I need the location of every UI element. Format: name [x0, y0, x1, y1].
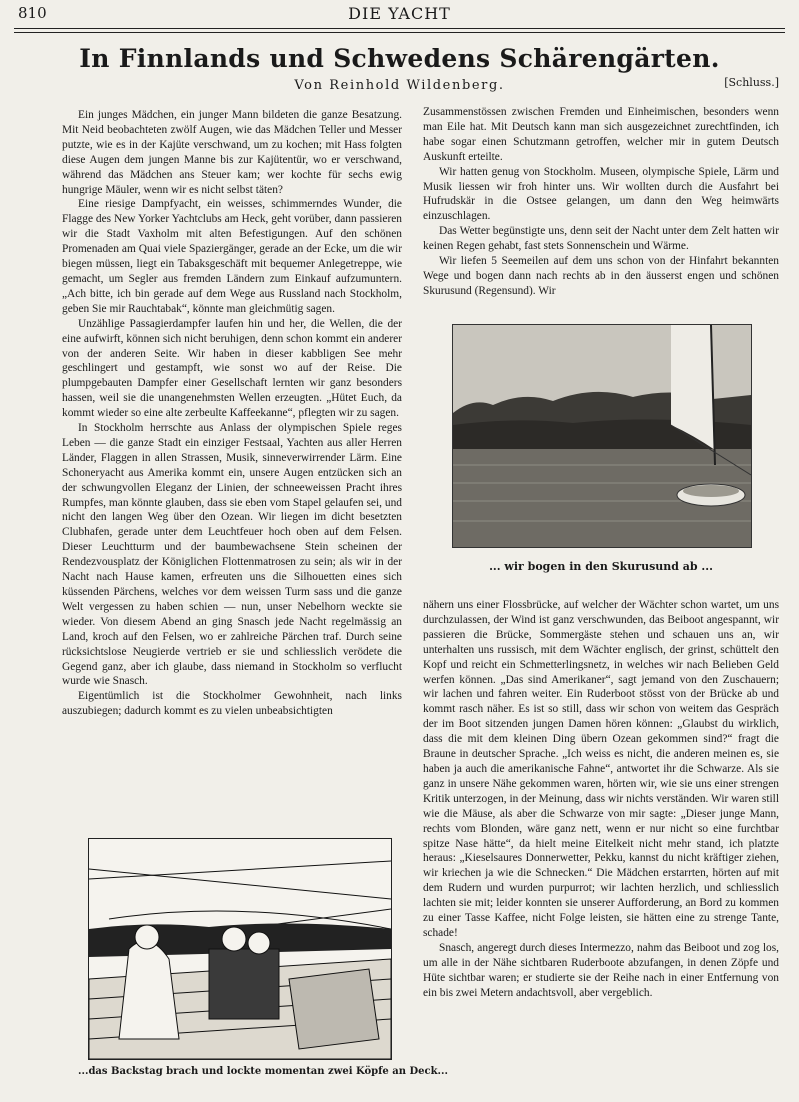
- boat-illustration: [88, 838, 392, 1060]
- paragraph: nähern uns einer Flossbrücke, auf welcher der Wächter schon wartet, um uns durchzulassen, der Wind ist ganz verschwunden, das Beiboot angespannt, wir passieren die Brücke, Sommergäste stehen und schauen uns an, wir unterhalten uns russisch, mit dem Wächter englisch, der grinst, schüttelt den Kopf und reicht ein Schmetterlingsnetz, in welches wir nach Belieben Geld werfen können. „Das sind Amerikaner“, sagt jemand von den Zuschauern; wir lachen und fahren weiter. Ein Ruderboot stösst von der Brücke ab und kommt rasch näher. Es ist so still, dass wir schon von weitem das Gespräch der im Boot sitzenden jungen Damen hören können: „Glaubst du wirklich, dass die mit dem kleinen Ding übern Ozean gekommen sind?“ fragt die Braune in deutscher Sprache. „Ich weiss es nicht, die anderen meinen es, sie haben ja auch die amerikanische Fahne“, antwortet ihr die Schwarze. Als sie ganz in unsere Nähe gekommen waren, hörten wir, wie sie uns einer strengen Kritik unterzogen, in der Meinung, dass wir nichts verständen. Wir waren still wie die Mäuse, als aber die Schwarze von mir sagte: „Dieser junge Mann, rechts vom Blonden, wäre ganz nett, wenn er nur nicht so eine furchtbar spitze Nase hätte“, da hielt meine Eitelkeit nicht mehr stand, ich platzte heraus: „Kieselsaures Donnerwetter, Pekku, kannst du nicht kräftiger ziehen, wir kriechen ja wie die Schnecken.“ Die Mädchen erstarrten, hörten auf mit dem Rudern und wurden purpurrot; wir lachten herzlich, und schliesslich lachten sie mit; leider konnten sie unserer Aufforderung, an Bord zu kommen zu einer Tasse Kaffee, nicht Folge leisten, sie hätten eine zu strenge Tante, schade!: [423, 599, 779, 939]
- article-title: In Finnlands und Schwedens Schärengärten.: [79, 44, 720, 73]
- byline: Von Reinhold Wildenberg.: [294, 78, 505, 93]
- skurusund-photo: [452, 324, 752, 548]
- paragraph: Zusammenstössen zwischen Fremden und Einheimischen, besonders wenn man Eile hat. Mit Deutsch kann man sich ausgezeichnet zurechtfinden, ich habe sogar einen Schutzmann getroffen, welcher mir in gutem Deutsch Auskunft erteilte.: [423, 106, 779, 163]
- right-column-top: [423, 105, 779, 310]
- continuation-note: [Schluss.]: [724, 76, 779, 89]
- right-column-bottom: [423, 598, 779, 1078]
- paragraph: Snasch, angeregt durch dieses Intermezzo, nahm das Beiboot und zog los, um alle in der Nähe sichtbaren Ruderboote abzufangen, in denen Zöpfe und Hüte sichtbar waren; er studierte sie der Reihe nach in einer Entfernung von ein bis zwei Metern andachtsvoll, aber vergeblich.: [423, 941, 779, 999]
- paragraph: In Stockholm herrschte aus Anlass der olympischen Spiele reges Leben — die ganze Stadt ein einziger Festsaal, Yachten aus aller Herren Länder, Flaggen in allen Strassen, Musik, sinneverwirrender Lärm. Eine Schoneryacht aus Amerika kommt ein, unsere Augen entzücken sich an der schwungvollen Eleganz der Linien, der schneeweissen Pracht ihres Rumpfes, man könnte glauben, dass sie eben vom Stapel gelaufen sei, und nicht den langen Weg über den Ozean. Wir liegen im dicht besetzten Clubhafen, gerade unter dem Leuchtfeuer hoch oben auf dem Felsen. Dieser Leuchtturm und der baumbewachsene Stein scheinen der Rendezvousplatz der Königlichen Flottenmatrosen zu sein; als wir in der Nacht nach Hause kamen, erfreuten uns die Silhouetten eines sich küssenden Pärchens, welches vor dem weissen Turm sass und die ganze Welt vergessen zu haben schien — nun, unser Nebelhorn weckte sie wieder. Von diesem Abend an ging Snasch jede Nacht regelmässig an Land, kroch auf den Felsen, wo er zahlreiche Pärchen traf. Durch seine rücksichtslose Neugierde vertrieb er sie und schliesslich verödete die Gegend ganz, aber ich glaube, dass niemand in Stockholm so verflucht wurde wie Snasch.: [62, 422, 402, 688]
- paragraph: Eigentümlich ist die Stockholmer Gewohnheit, nach links auszubiegen; dadurch kommt es zu vielen unbeabsichtigten: [62, 690, 402, 718]
- paragraph: Ein junges Mädchen, ein junger Mann bildeten die ganze Besatzung. Mit Neid beobachteten zwölf Augen, wie das Mädchen Teller und Messer putzte, wie es in der Kajüte verschwand, um zu kochen; mit Hass folgten diese Augen dem jungen Manne bis zur Kajütentür, wo er verschwand, während das Mädchen ans Steuer kam; wer kochte für sechs ewig hungrige Mäuler, wenn wir es nicht selbst täten?: [62, 109, 402, 196]
- illustration-caption: ...das Backstag brach und lockte momentan zwei Köpfe an Deck...: [78, 1066, 448, 1077]
- left-column: [62, 108, 402, 826]
- paragraph: Wir hatten genug von Stockholm. Museen, olympische Spiele, Lärm und Musik liessen wir froh hinter uns. Wir wollten durch die Ausfahrt bei Hufrudskär in die Ostsee gelangen, um dann den Weg heimwärts einzuschlagen.: [423, 165, 779, 223]
- magazine-title: DIE YACHT: [348, 4, 451, 23]
- paragraph: Wir liefen 5 Seemeilen auf dem uns schon von der Hinfahrt bekannten Wege und bogen dann nach rechts ab in den äusserst engen und schönen Skurusund (Regensund). Wir: [423, 255, 779, 297]
- page-number: 810: [18, 4, 47, 22]
- paragraph: Das Wetter begünstigte uns, denn seit der Nacht unter dem Zelt hatten wir keinen Regen gehabt, fast stets Sonnenschein und Wärme.: [423, 225, 779, 253]
- header-rule: [14, 28, 785, 33]
- paragraph: Unzählige Passagierdampfer laufen hin und her, die Wellen, die der eine aufwirft, können sich nicht beruhigen, denn schon kommt ein anderer von der anderen Seite. Wir haben in dieser kabbligen See mehr geschlingert und gestampft, wie sonst wo auf der Reise. Die plumpgebauten Dampfer einer Gesellschaft lernten wir ganz besonders hassen, weil sie die unangenehmsten Wellen erzeugten. „Hütet Euch, da kommt wieder so eine alte zerbeulte Kaffeekanne“, pflegten wir zu sagen.: [62, 317, 402, 420]
- paragraph: Eine riesige Dampfyacht, ein weisses, schimmerndes Wunder, die Flagge des New Yorker Yachtclubs am Heck, geht vorüber, dann passieren wir die Stadt Vaxholm mit alten Befestigungen. Auf den schönen Promenaden am Quai viele Spaziergänger, gerade an der Ecke, um die wir biegen müssen, liegt ein Tabaksgeschäft mit bequemer Anlegetreppe, wie gemacht, um Segler aus fremden Ländern zum Einkauf aufzumuntern. „Ach bitte, ich bin gerade auf dem Wege aus Russland nach Stockholm, geben Sie mir Rauchtabak“, könnte man gleichmütig sagen.: [62, 198, 402, 315]
- photo-caption: ... wir bogen in den Skurusund ab ...: [489, 560, 713, 573]
